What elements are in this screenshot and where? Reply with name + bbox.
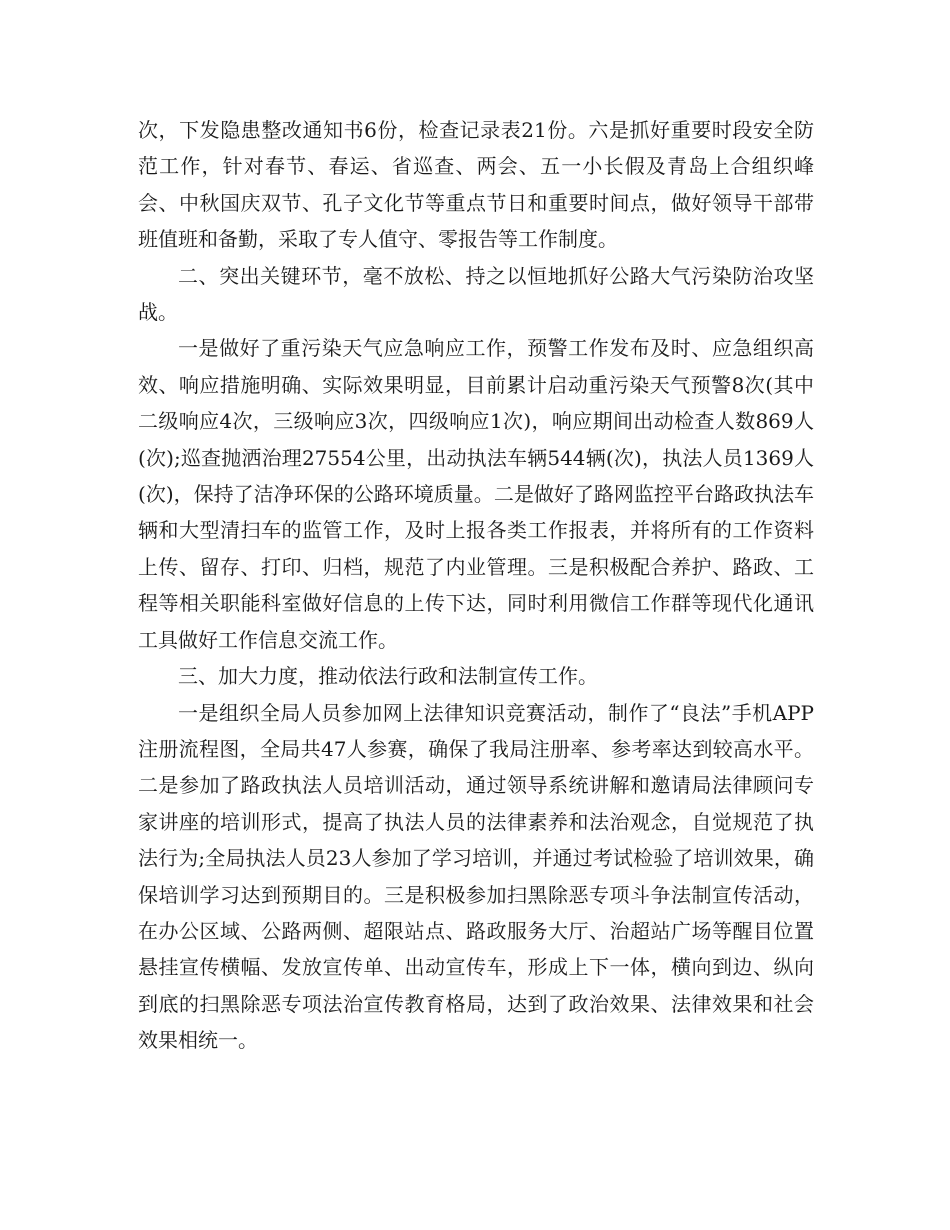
- paragraph-continuation: 次，下发隐患整改通知书6份，检查记录表21份。六是抓好重要时段安全防范工作，针对春节、春运、省巡查、两会、五一小长假及青岛上合组织峰会、中秋国庆双节、孔子文化节等重点节日和重要时间点，做好领导干部带班值班和备勤，采取了专人值守、零报告等工作制度。: [138, 118, 814, 252]
- document-body: [138, 112, 814, 1059]
- section-heading-2: 二、突出关键环节，毫不放松、持之以恒地抓好公路大气污染防治攻坚战。: [138, 263, 814, 325]
- section-heading-3: 三、加大力度，推动依法行政和法制宣传工作。: [178, 664, 598, 689]
- paragraph-section-2-body: 一是做好了重污染天气应急响应工作，预警工作发布及时、应急组织高效、响应措施明确、实际效果明显，目前累计启动重污染天气预警8次(其中二级响应4次，三级响应3次，四级响应1次)，响应期间出动检查人数869人(次);巡查抛洒治理27554公里，出动执法车辆544辆(次)，执法人员1369人(次)，保持了洁净环保的公路环境质量。二是做好了路网监控平台路政执法车辆和大型清扫车的监管工作，及时上报各类工作报表，并将所有的工作资料上传、留存、打印、归档，规范了内业管理。三是积极配合养护、路政、工程等相关职能科室做好信息的上传下达，同时利用微信工作群等现代化通讯工具做好工作信息交流工作。: [138, 336, 814, 652]
- paragraph-section-3-body: 一是组织全局人员参加网上法律知识竞赛活动，制作了“良法”手机APP注册流程图，全局共47人参赛，确保了我局注册率、参考率达到较高水平。二是参加了路政执法人员培训活动，通过领导系统讲解和邀请局法律顾问专家讲座的培训形式，提高了执法人员的法律素养和法治观念，自觉规范了执法行为;全局执法人员23人参加了学习培训，并通过考试检验了培训效果，确保培训学习达到预期目的。三是积极参加扫黑除恶专项斗争法制宣传活动，在办公区域、公路两侧、超限站点、路政服务大厅、治超站广场等醒目位置悬挂宣传横幅、发放宣传单、出动宣传车，形成上下一体，横向到边、纵向到底的扫黑除恶专项法治宣传教育格局，达到了政治效果、法律效果和社会效果相统一。: [138, 700, 814, 1053]
